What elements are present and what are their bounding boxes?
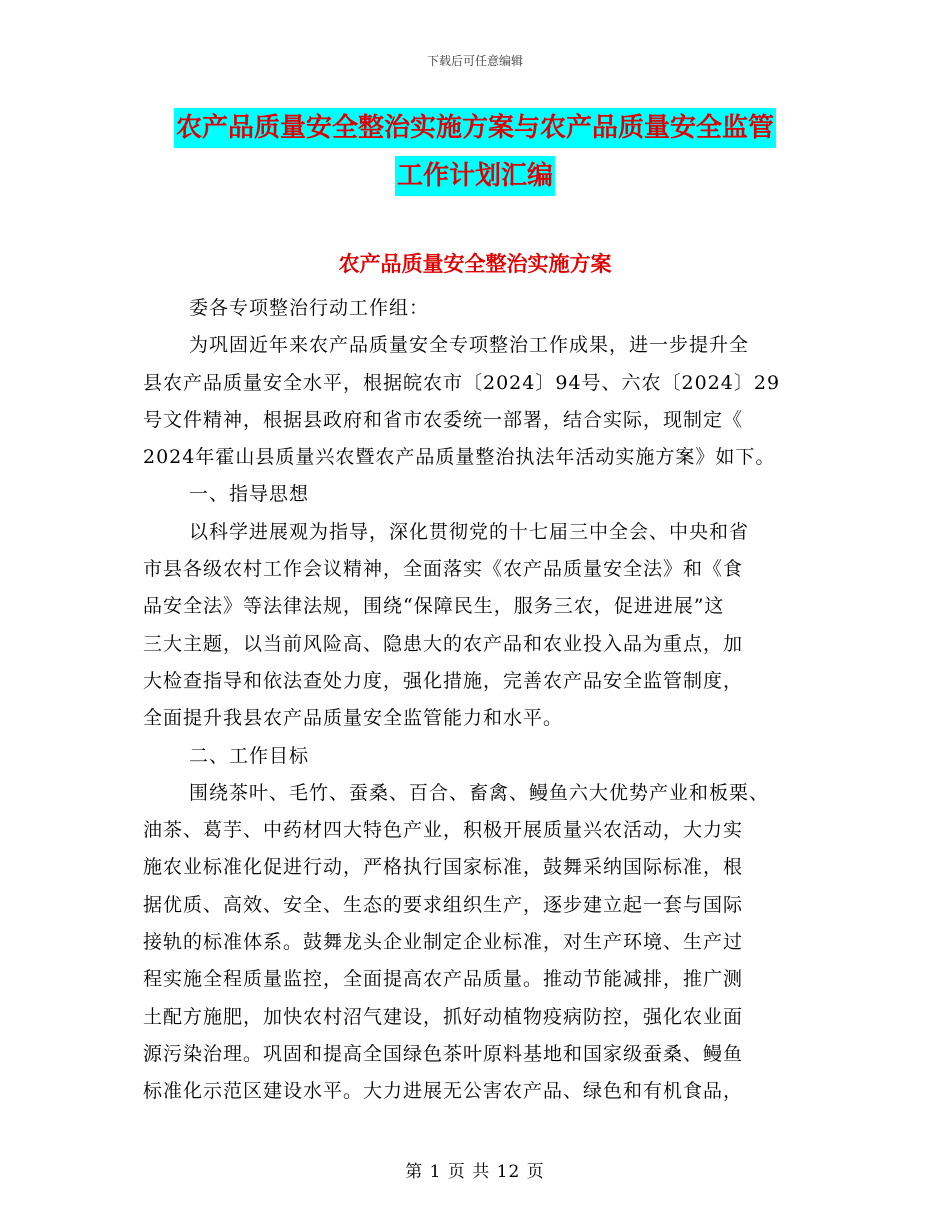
text-line: 油茶、葛芋、中药材四大特色产业，积极开展质量兴农活动，大力实 xyxy=(143,819,744,842)
text-line: 围绕茶叶、毛竹、蚕桑、百合、畜禽、鳗鱼六大优势产业和板栗、 xyxy=(189,781,770,804)
text-line: 据优质、高效、安全、生态的要求组织生产，逐步建立起一套与国际 xyxy=(143,893,744,916)
document-title xyxy=(0,108,950,204)
text-line: 土配方施肥，加快农村沼气建设，抓好动植物疫病防控，强化农业面 xyxy=(143,1005,744,1028)
text-line: 三大主题，以当前风险高、隐患大的农产品和农业投入品为重点，加 xyxy=(143,632,744,655)
text-line: 2024年霍山县质量兴农暨农产品质量整治执法年活动实施方案》如下。 xyxy=(143,446,776,469)
section-heading: 二、工作目标 xyxy=(189,744,310,767)
text-line: 施农业标准化促进行动，严格执行国家标准，鼓舞采纳国际标准，根 xyxy=(143,856,744,879)
text-line: 接轨的标准体系。鼓舞龙头企业制定企业标准，对生产环境、生产过 xyxy=(143,931,744,954)
text-line: 号文件精神，根据县政府和省市农委统一部署，结合实际，现制定《 xyxy=(143,408,744,431)
page-footer: 第 1 页 共 12 页 xyxy=(405,1162,545,1182)
page-header-note: 下载后可任意编辑 xyxy=(426,54,523,68)
title-line-1: 农产品质量安全整治实施方案与农产品质量安全监管 xyxy=(174,108,776,148)
text-line: 县农产品质量安全水平，根据皖农市〔2024〕94号、六农〔2024〕29 xyxy=(143,371,781,394)
body-text xyxy=(143,290,823,1111)
text-line: 以科学进展观为指导，深化贯彻党的十七届三中全会、中央和省 xyxy=(189,520,750,543)
text-line: 为巩固近年来农产品质量安全专项整治工作成果，进一步提升全 xyxy=(189,334,750,357)
text-line: 全面提升我县农产品质量安全监管能力和水平。 xyxy=(143,707,564,730)
text-line: 市县各级农村工作会议精神，全面落实《农产品质量安全法》和《食 xyxy=(143,558,744,581)
text-line: 源污染治理。巩固和提高全国绿色茶叶原料基地和国家级蚕桑、鳗鱼 xyxy=(143,1042,744,1065)
title-line-2: 工作计划汇编 xyxy=(395,156,555,196)
text-line: 品安全法》等法律法规，围绕“保障民生，服务三农，促进进展”这 xyxy=(143,595,725,618)
section-title: 农产品质量安全整治实施方案 xyxy=(338,251,612,276)
text-line: 委各专项整治行动工作组： xyxy=(189,297,430,319)
text-line: 标准化示范区建设水平。大力进展无公害农产品、绿色和有机食品， xyxy=(143,1080,744,1103)
text-line: 程实施全程质量监控，全面提高农产品质量。推动节能减排，推广测 xyxy=(143,968,744,991)
text-line: 大检查指导和依法查处力度，强化措施，完善农产品安全监管制度， xyxy=(143,669,744,692)
section-heading: 一、指导思想 xyxy=(189,483,310,506)
